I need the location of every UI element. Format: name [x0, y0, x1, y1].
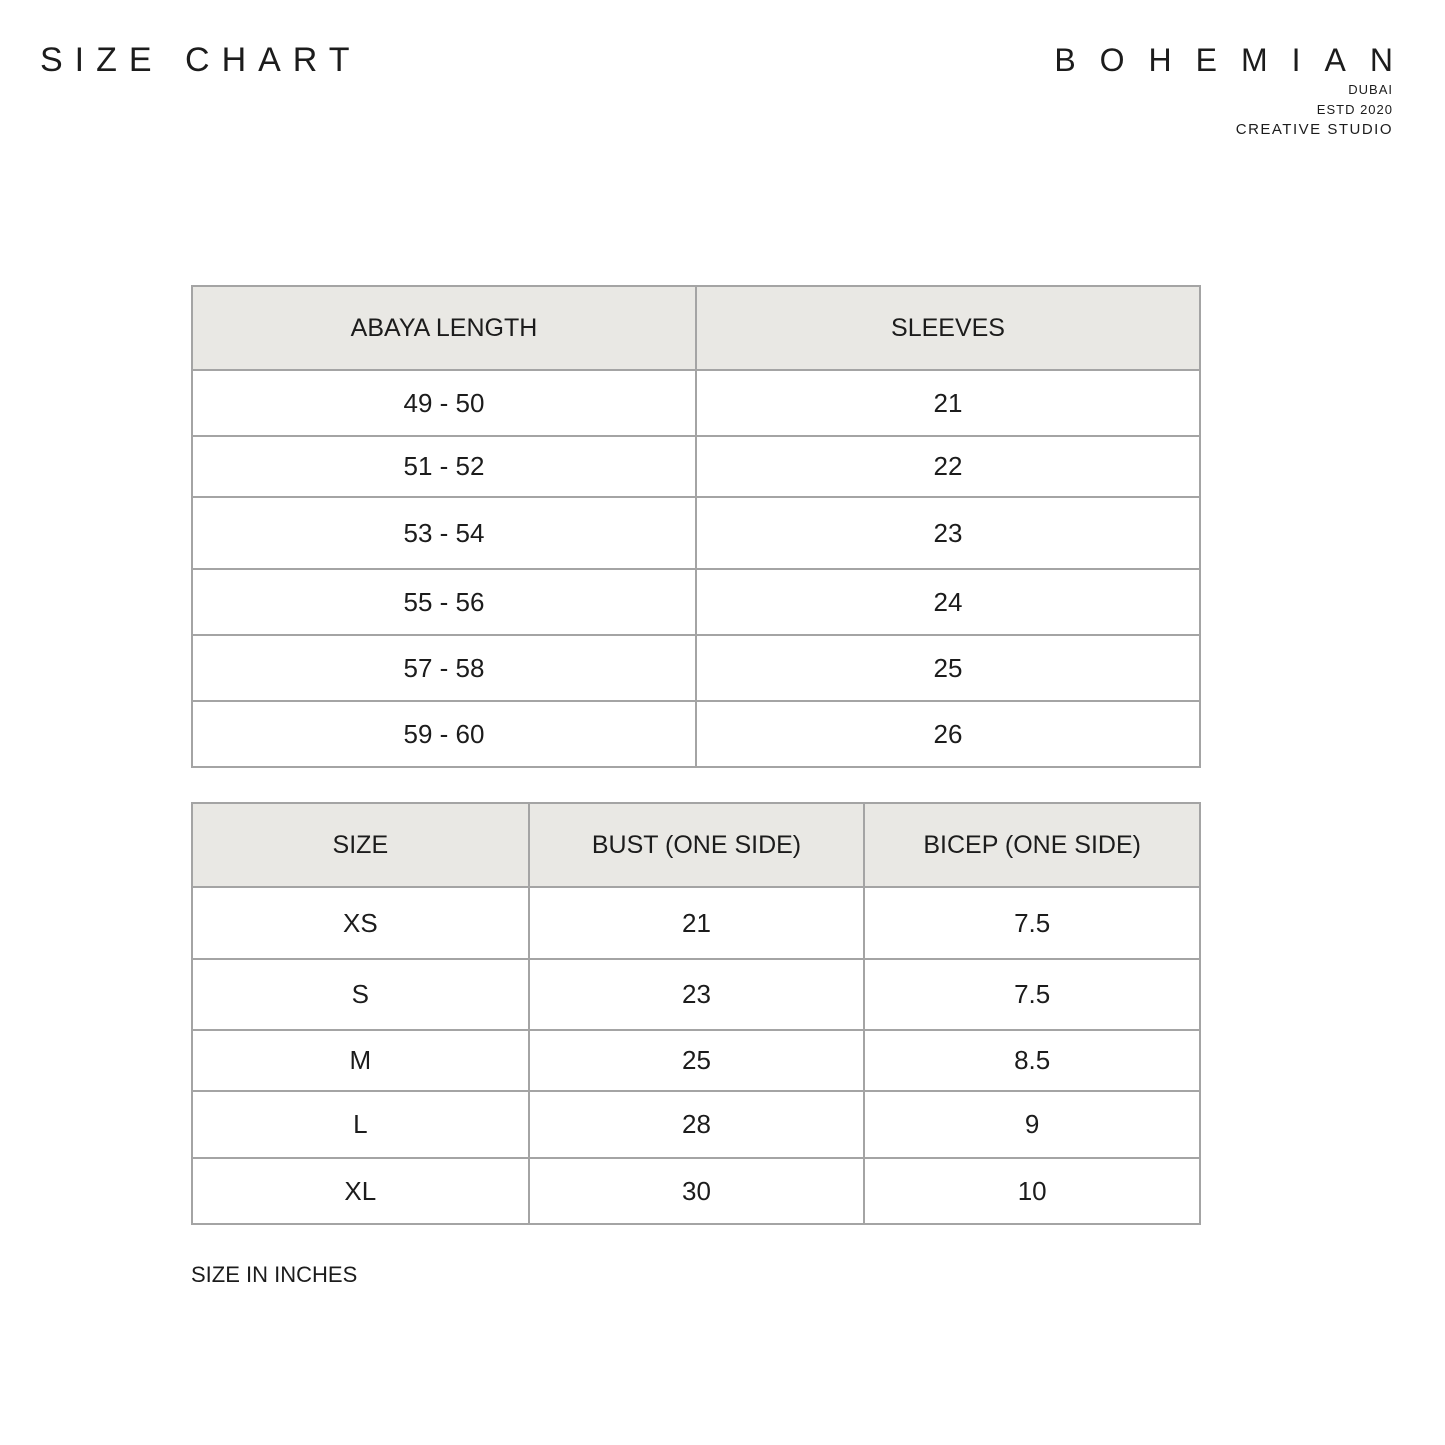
header-bicep: BICEP (ONE SIDE) [864, 803, 1200, 887]
abaya-length-cell: 49 - 50 [192, 370, 696, 436]
table-row [192, 1158, 1200, 1224]
brand-name: BOHEMIAN [1054, 42, 1417, 78]
brand-location: DUBAI [1348, 82, 1393, 97]
size-cell: XL [192, 1158, 529, 1224]
bust-cell: 23 [529, 959, 865, 1030]
size-unit-note: SIZE IN INCHES [191, 1262, 358, 1287]
bicep-cell: 10 [864, 1158, 1200, 1224]
sleeves-cell: 24 [696, 569, 1200, 635]
table-header-row [192, 803, 1200, 887]
size-cell: XS [192, 887, 529, 959]
abaya-length-cell: 57 - 58 [192, 635, 696, 701]
bicep-cell: 9 [864, 1091, 1200, 1158]
table-row [192, 1030, 1200, 1091]
table-row [192, 1091, 1200, 1158]
size-cell: M [192, 1030, 529, 1091]
bust-cell: 30 [529, 1158, 865, 1224]
bust-cell: 21 [529, 887, 865, 959]
bicep-cell: 8.5 [864, 1030, 1200, 1091]
sleeves-cell: 25 [696, 635, 1200, 701]
table-row [192, 959, 1200, 1030]
table-row [192, 569, 1200, 635]
measurement-size-table [191, 802, 1201, 1225]
abaya-length-cell: 51 - 52 [192, 436, 696, 497]
abaya-length-cell: 55 - 56 [192, 569, 696, 635]
brand-established: ESTD 2020 [1316, 102, 1393, 117]
table-row [192, 635, 1200, 701]
abaya-length-cell: 59 - 60 [192, 701, 696, 767]
table-header-row [192, 286, 1200, 370]
table-row [192, 497, 1200, 569]
sleeves-cell: 22 [696, 436, 1200, 497]
sleeves-cell: 21 [696, 370, 1200, 436]
table-row [192, 436, 1200, 497]
page-title: SIZE CHART [40, 41, 362, 79]
brand-tagline: CREATIVE STUDIO [1235, 121, 1393, 138]
abaya-length-cell: 53 - 54 [192, 497, 696, 569]
header-abaya-length: ABAYA LENGTH [192, 286, 696, 370]
size-cell: L [192, 1091, 529, 1158]
sleeves-cell: 23 [696, 497, 1200, 569]
brand-block [1054, 40, 1417, 140]
header-bust: BUST (ONE SIDE) [529, 803, 865, 887]
bicep-cell: 7.5 [864, 959, 1200, 1030]
table-row [192, 370, 1200, 436]
sleeves-cell: 26 [696, 701, 1200, 767]
bust-cell: 28 [529, 1091, 865, 1158]
bust-cell: 25 [529, 1030, 865, 1091]
size-cell: S [192, 959, 529, 1030]
bicep-cell: 7.5 [864, 887, 1200, 959]
header-size: SIZE [192, 803, 529, 887]
table-row [192, 701, 1200, 767]
abaya-size-table [191, 285, 1201, 768]
table-row [192, 887, 1200, 959]
header-sleeves: SLEEVES [696, 286, 1200, 370]
